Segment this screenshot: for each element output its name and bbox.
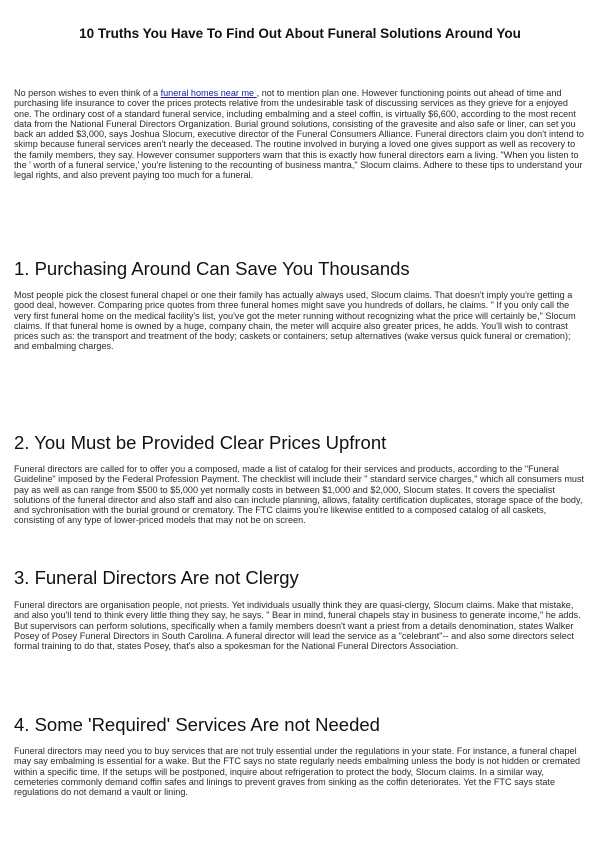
section-1-heading: 1. Purchasing Around Can Save You Thousands — [14, 258, 410, 279]
intro-text-after-link: , not to mention plan one. However functioning points out ahead of time and purchasing life insurance to cover the prices protects relative from the undesirable task of discussing services as they grieve for a enjoyed one. The ordinary cost of a standard funeral service, including embalming and a steel coffin, is virtually $6,600, according to the most recent data from the National Funeral Directors Organization. Burial ground solutions, consisting of the gravesite and also safe or liner, can set you back an added $3,000, says Joshua Slocum, executive director of the Funeral Consumers Alliance. Funeral directors claim you don't intend to skimp because funeral services aren't nearly the deceased. The routine involved in burying a loved one gives support as well as recovery to the family members, they say. However consumer supporters warn that this is exactly how funeral directors earn a living. "When you listen to the ' worth of a funeral service,' you're listening to the recounting of business mantra," Slocum claims. Adhere to these tips to understand your legal rights, and also prevent paying too much for a funeral. — [14, 88, 584, 181]
intro-paragraph — [14, 88, 588, 181]
section-3-body: Funeral directors are organisation people, not priests. Yet individuals usually think they are quasi-clergy, Slocum claims. Make that mistake, and also you'll tend to think every little thing they say, he says. " Bear in mind, funeral chapels stay in business to generate income," he adds. But supervisors can perform solutions, specifically when a family members doesn't want a priest from a details denomination, states Walker Posey of Posey Funeral Directors in South Carolina. A funeral director will lead the service as a "celebrant"-- and also some directors select formal training to do that, states Posey, that's also a spokesman for the National Funeral Directors Association. — [14, 600, 581, 652]
section-2-body: Funeral directors are called for to offer you a composed, made a list of catalog for their services and products, according to the "Funeral Guideline" imposed by the Federal Profession Payment. The checklist will include their " standard service charges," which all consumers must pay as well as can range from $500 to $5,000 yet normally costs in between $1,000 and $2,000, Slocum states. It covers the specialist solutions of the funeral director and also staff and also can include planning, allows, fatality certification duplicates, storage space of the body, and sychronisation with the burial ground or crematory. The FTC claims you're likewise entitled to a composed catalog of all caskets, consisting of any type of lower-priced models that may not be on screen. — [14, 464, 585, 526]
section-1-body: Most people pick the closest funeral chapel or one their family has actually always used, Slocum claims. That doesn't imply you're getting a good deal, however. Comparing price quotes from three funeral homes might save you hundreds of dollars, he claims. " If you only call the very first funeral home on the medical facility's list, you've got the meter running without recognizing what the price will certainly be," Slocum claims. If that funeral home is owned by a huge, company chain, the meter will acquire also greater prices, he adds. You'll wish to contrast prices such as: the transport and treatment of the body; caskets or containers; setup alternatives (wake versus quick funeral or cremation); and embalming charges. — [14, 290, 576, 352]
section-2-heading: 2. You Must be Provided Clear Prices Upfront — [14, 432, 387, 453]
section-4-body: Funeral directors may need you to buy services that are not truly essential under the regulations in your state. For instance, a funeral chapel may say embalming is essential for a wake. But the FTC says no state regularly needs embalming unless the body is not hidden or cremated within a specific time. If the setups will be postponed, inquire about refrigeration to protect the body, Slocum claims. In a similar way, cemeteries commonly demand coffin safes and linings to prevent graves from sinking as the coffin deteriorates. Yet the FTC says state regulations do not demand a vault or lining. — [14, 746, 581, 798]
page-title: 10 Truths You Have To Find Out About Funeral Solutions Around You — [79, 26, 521, 41]
intro-text-before-link: No person wishes to even think of a — [14, 88, 161, 98]
section-3-heading: 3. Funeral Directors Are not Clergy — [14, 567, 299, 588]
section-4-heading: 4. Some 'Required' Services Are not Needed — [14, 714, 380, 735]
funeral-homes-link[interactable]: funeral homes near me — [160, 88, 257, 98]
